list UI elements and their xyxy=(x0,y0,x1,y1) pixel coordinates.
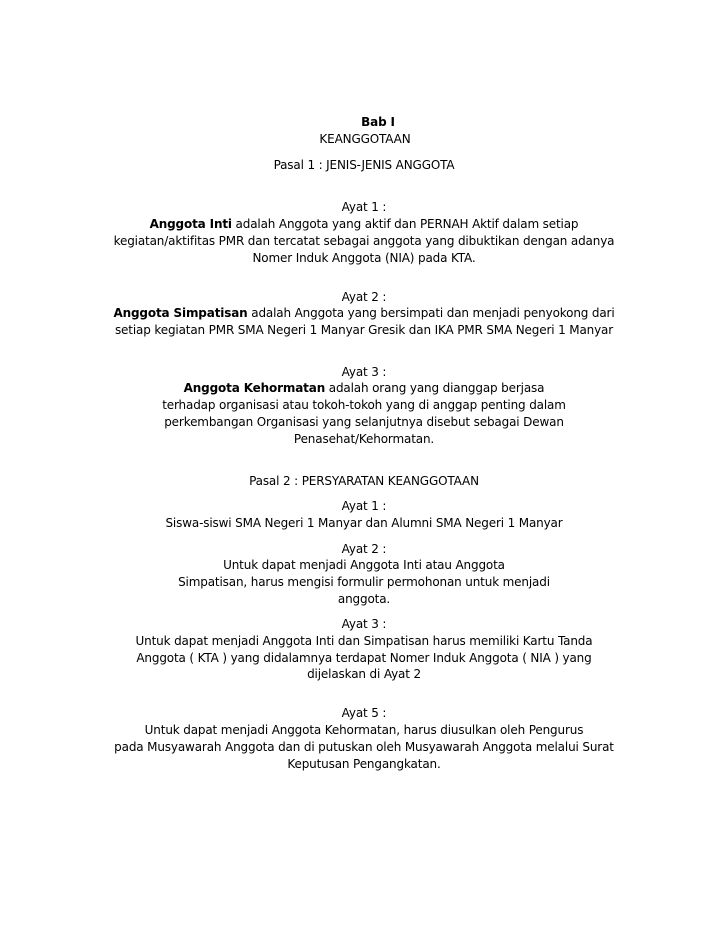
pasal-1-ayat-1-line-2: kegiatan/aktifitas PMR dan tercatat sebagai anggota yang dibuktikan dengan adanya xyxy=(113,234,615,248)
pasal-2-ayat-5-label: Ayat 5 : xyxy=(341,706,387,720)
term-anggota-simpatisan: Anggota Simpatisan xyxy=(113,306,248,320)
term-anggota-kehormatan: Anggota Kehormatan xyxy=(183,381,326,395)
pasal-2-ayat-3-label: Ayat 3 : xyxy=(341,617,387,631)
pasal-2-ayat-3-line-3: dijelaskan di Ayat 2 xyxy=(307,667,421,681)
pasal-1-ayat-3-line-2: terhadap organisasi atau tokoh-tokoh yang di anggap penting dalam xyxy=(162,398,566,412)
pasal-1-ayat-3-label: Ayat 3 : xyxy=(341,365,387,379)
text-span: adalah Anggota yang aktif dan PERNAH Aktif dalam setiap xyxy=(231,217,579,231)
pasal-1-ayat-3-line-3: perkembangan Organisasi yang selanjutnya disebut sebagai Dewan xyxy=(164,415,564,429)
chapter-title: KEANGGOTAAN xyxy=(319,132,411,146)
pasal-1-ayat-3-line-4: Penasehat/Kehormatan. xyxy=(293,432,435,446)
pasal-2-ayat-5-line-3: Keputusan Pengangkatan. xyxy=(287,757,441,771)
pasal-2-ayat-5-line-1: Untuk dapat menjadi Anggota Kehormatan, harus diusulkan oleh Pengurus xyxy=(144,723,584,737)
pasal-2-title: Pasal 2 : PERSYARATAN KEANGGOTAAN xyxy=(249,474,479,488)
pasal-2-ayat-5-line-2: pada Musyawarah Anggota dan di putuskan oleh Musyawarah Anggota melalui Surat xyxy=(114,740,614,754)
pasal-2-ayat-1-label: Ayat 1 : xyxy=(341,499,387,513)
pasal-2-ayat-2-label: Ayat 2 : xyxy=(341,542,387,556)
pasal-2-ayat-2-line-1: Untuk dapat menjadi Anggota Inti atau Anggota xyxy=(223,558,505,572)
pasal-2-ayat-2-line-3: anggota. xyxy=(337,592,391,606)
chapter-heading: Bab I xyxy=(361,115,395,129)
pasal-1-ayat-1-line-1 xyxy=(6,216,722,233)
pasal-2-ayat-1-line-1: Siswa-siswi SMA Negeri 1 Manyar dan Alumni SMA Negeri 1 Manyar xyxy=(165,516,563,530)
pasal-2-ayat-2-line-2: Simpatisan, harus mengisi formulir permohonan untuk menjadi xyxy=(178,575,550,589)
pasal-1-ayat-2-label: Ayat 2 : xyxy=(341,290,387,304)
pasal-1-ayat-3-line-1 xyxy=(6,380,722,397)
pasal-2-ayat-3-line-2: Anggota ( KTA ) yang didalamnya terdapat Nomer Induk Anggota ( NIA ) yang xyxy=(136,651,592,665)
pasal-1-ayat-1-line-3: Nomer Induk Anggota (NIA) pada KTA. xyxy=(252,251,476,265)
pasal-1-ayat-1-label: Ayat 1 : xyxy=(341,200,387,214)
pasal-2-ayat-3-line-1: Untuk dapat menjadi Anggota Inti dan Simpatisan harus memiliki Kartu Tanda xyxy=(135,634,593,648)
term-anggota-inti: Anggota Inti xyxy=(149,217,232,231)
pasal-1-ayat-2-line-2: setiap kegiatan PMR SMA Negeri 1 Manyar Gresik dan IKA PMR SMA Negeri 1 Manyar xyxy=(114,323,614,337)
pasal-1-ayat-2-line-1 xyxy=(6,305,722,322)
text-span: adalah Anggota yang bersimpati dan menjadi penyokong dari xyxy=(247,306,615,320)
pasal-1-title: Pasal 1 : JENIS-JENIS ANGGOTA xyxy=(273,158,455,172)
text-span: adalah orang yang dianggap berjasa xyxy=(325,381,545,395)
